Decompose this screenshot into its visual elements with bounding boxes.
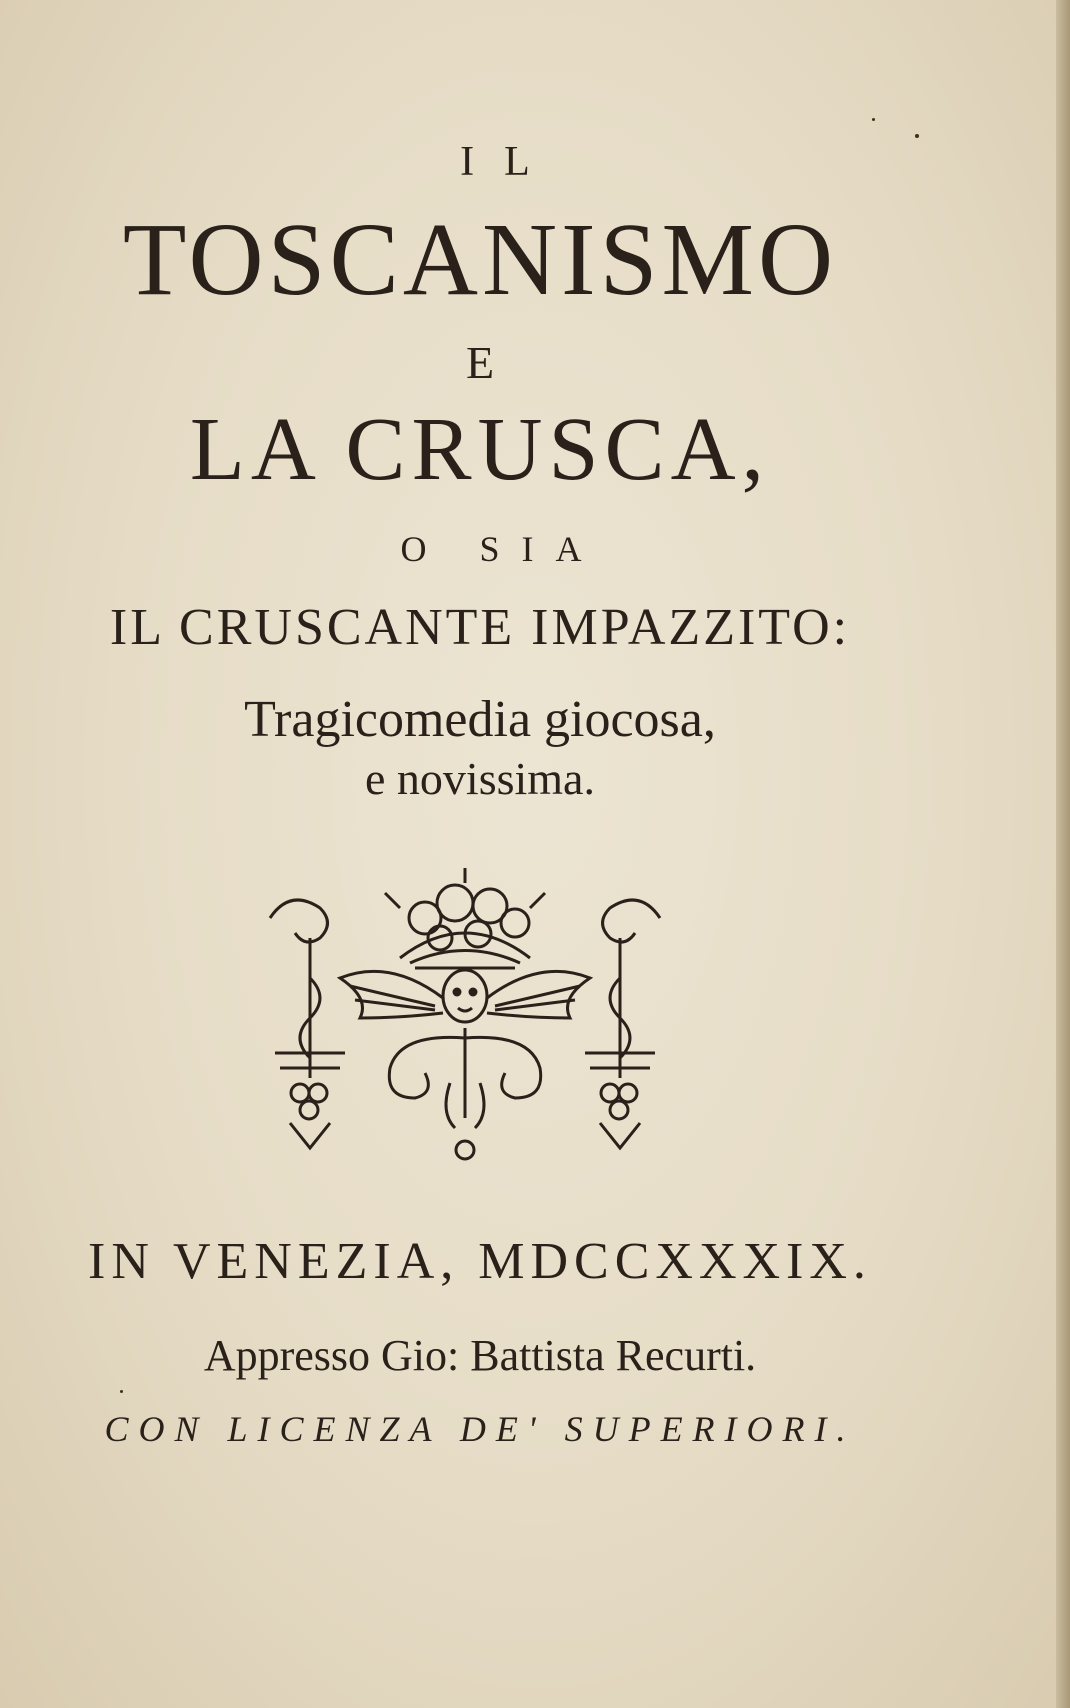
imprint-license: CON LICENZA DE' SUPERIORI. (104, 1409, 856, 1449)
page-edge (1056, 0, 1070, 1708)
title-line-o-sia: O SIA (400, 529, 604, 569)
genre-line-tragicomedia: Tragicomedia giocosa, (244, 691, 716, 748)
imprint-place-date: IN VENEZIA, MDCCXXXIX. (88, 1233, 872, 1290)
paper-speck (872, 118, 875, 121)
title-line-e: E (465, 337, 495, 388)
title-line-toscanismo: TOSCANISMO (122, 202, 838, 317)
title-line-la-crusca: LA CRUSCA, (189, 400, 771, 499)
imprint-printer: Appresso Gio: Battista Recurti. (203, 1331, 757, 1380)
paper-speck (915, 134, 919, 138)
subtitle-line-cruscante: IL CRUSCANTE IMPAZZITO: (109, 599, 851, 656)
woodcut-ornament-icon (250, 868, 680, 1188)
title-line-il: IL (460, 139, 560, 185)
paper-speck (120, 1390, 123, 1393)
genre-line-novissima: e novissima. (365, 753, 595, 804)
